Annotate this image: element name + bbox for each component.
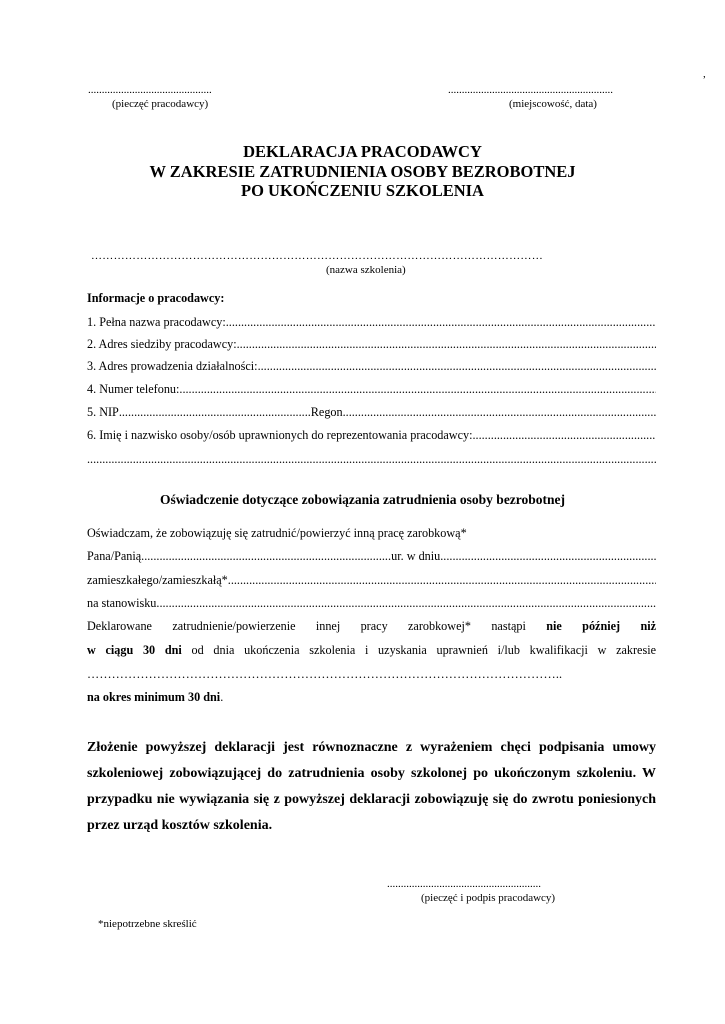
period-end: . bbox=[220, 690, 224, 704]
field-seat-address-dots bbox=[237, 337, 656, 352]
employer-info-heading: Informacje o pracodawcy: bbox=[87, 291, 225, 305]
document-title bbox=[0, 142, 725, 201]
declaration-para-a: Deklarowane zatrudnienie/powierzenie innej pracy zarobkowej* nastąpi bbox=[87, 619, 526, 633]
field-residence-dots bbox=[228, 573, 656, 588]
title-line-2: W ZAKRESIE ZATRUDNIENIA OSOBY BEZROBOTNEJ bbox=[149, 161, 576, 181]
field-regon-label: Regon bbox=[310, 405, 343, 419]
signature-dots: ........................................................ bbox=[387, 878, 541, 890]
signature-label: (pieczęć i podpis pracodawcy) bbox=[421, 892, 556, 904]
field-business-address-dots bbox=[258, 359, 656, 374]
training-name-label: (nazwa szkolenia) bbox=[326, 264, 406, 276]
period-bold: na okres minimum 30 dni bbox=[87, 690, 221, 704]
field-representatives-cont bbox=[87, 452, 656, 467]
field-position bbox=[87, 596, 656, 611]
period-line bbox=[87, 690, 223, 705]
field-position-label: na stanowisku bbox=[87, 596, 157, 610]
declaration-para-a-bold: nie później niż bbox=[546, 619, 657, 633]
field-seat-address-label: 2. Adres siedziby pracodawcy: bbox=[87, 337, 237, 351]
field-birth-dots bbox=[440, 549, 656, 564]
field-person-label: Pana/Panią bbox=[87, 549, 142, 563]
title-line-1: DEKLARACJA PRACODAWCY bbox=[243, 142, 482, 161]
field-representatives-label: 6. Imię i nazwisko osoby/osób uprawnionych do reprezentowania pracodawcy: bbox=[87, 428, 473, 442]
field-phone bbox=[87, 382, 656, 397]
title-line-3: PO UKOŃCZENIU SZKOLENIA bbox=[241, 181, 484, 200]
declaration-para-line-2 bbox=[87, 643, 656, 658]
field-business-address-label: 3. Adres prowadzenia działalności: bbox=[87, 359, 258, 373]
declaration-para-b: od dnia ukończenia szkolenia i uzyskania uprawnień i/lub kwalifikacji w zakresie bbox=[191, 643, 656, 657]
field-residence-label: zamieszkałego/zamieszkałą* bbox=[87, 573, 228, 587]
field-regon-dots bbox=[343, 405, 656, 420]
field-representatives-dots bbox=[472, 428, 656, 443]
field-seat-address bbox=[87, 337, 656, 352]
field-nip-label: 5. NIP bbox=[87, 405, 119, 419]
declaration-line-1: Oświadczam, że zobowiązuję się zatrudnić/powierzyć inną pracę zarobkową* bbox=[87, 526, 467, 540]
field-business-address bbox=[87, 359, 656, 374]
field-birth-label: ur. w dniu bbox=[391, 549, 441, 563]
field-representatives bbox=[87, 428, 656, 443]
place-date-dots: ............................................................ bbox=[448, 84, 613, 96]
corner-mark: , bbox=[703, 68, 706, 80]
stamp-dots: ............................................. bbox=[88, 84, 212, 96]
field-residence bbox=[87, 573, 656, 588]
field-full-name bbox=[87, 315, 656, 330]
field-person bbox=[87, 549, 656, 564]
field-nip-dots: ............................................................... bbox=[118, 405, 311, 419]
declaration-para-b-bold: w ciągu 30 dni bbox=[87, 643, 182, 657]
declaration-para-line-1 bbox=[87, 619, 656, 634]
place-date-label: (miejscowość, data) bbox=[509, 98, 597, 110]
field-nip-regon bbox=[87, 405, 656, 420]
field-person-dots bbox=[141, 549, 391, 564]
field-full-name-label: 1. Pełna nazwa pracodawcy: bbox=[87, 315, 226, 329]
field-representatives-cont-dots bbox=[87, 452, 656, 467]
declaration-heading: Oświadczenie dotyczące zobowiązania zatrudnienia osoby bezrobotnej bbox=[159, 492, 566, 507]
final-statement: Złożenie powyższej deklaracji jest równoznaczne z wyrażeniem chęci podpisania umowy szkoleniowej zobowiązującej do zatrudnienia osoby szkolonej po ukończonym szkoleniu. W przypadku nie wywiązania się z powyższej deklaracji zobowiązuję się do zwrotu poniesionych przez urząd kosztów szkolenia. bbox=[87, 740, 656, 833]
scope-dots: …………………………………………………………………………………………………….. bbox=[87, 667, 563, 681]
field-position-dots bbox=[156, 596, 656, 611]
stamp-label: (pieczęć pracodawcy) bbox=[112, 98, 209, 110]
field-phone-label: 4. Numer telefonu: bbox=[87, 382, 180, 396]
field-full-name-dots bbox=[226, 315, 656, 330]
field-phone-dots bbox=[179, 382, 656, 397]
training-name-dots: ………………………………………………………………………………………………………… bbox=[91, 250, 543, 262]
footnote: *niepotrzebne skreślić bbox=[98, 918, 197, 930]
